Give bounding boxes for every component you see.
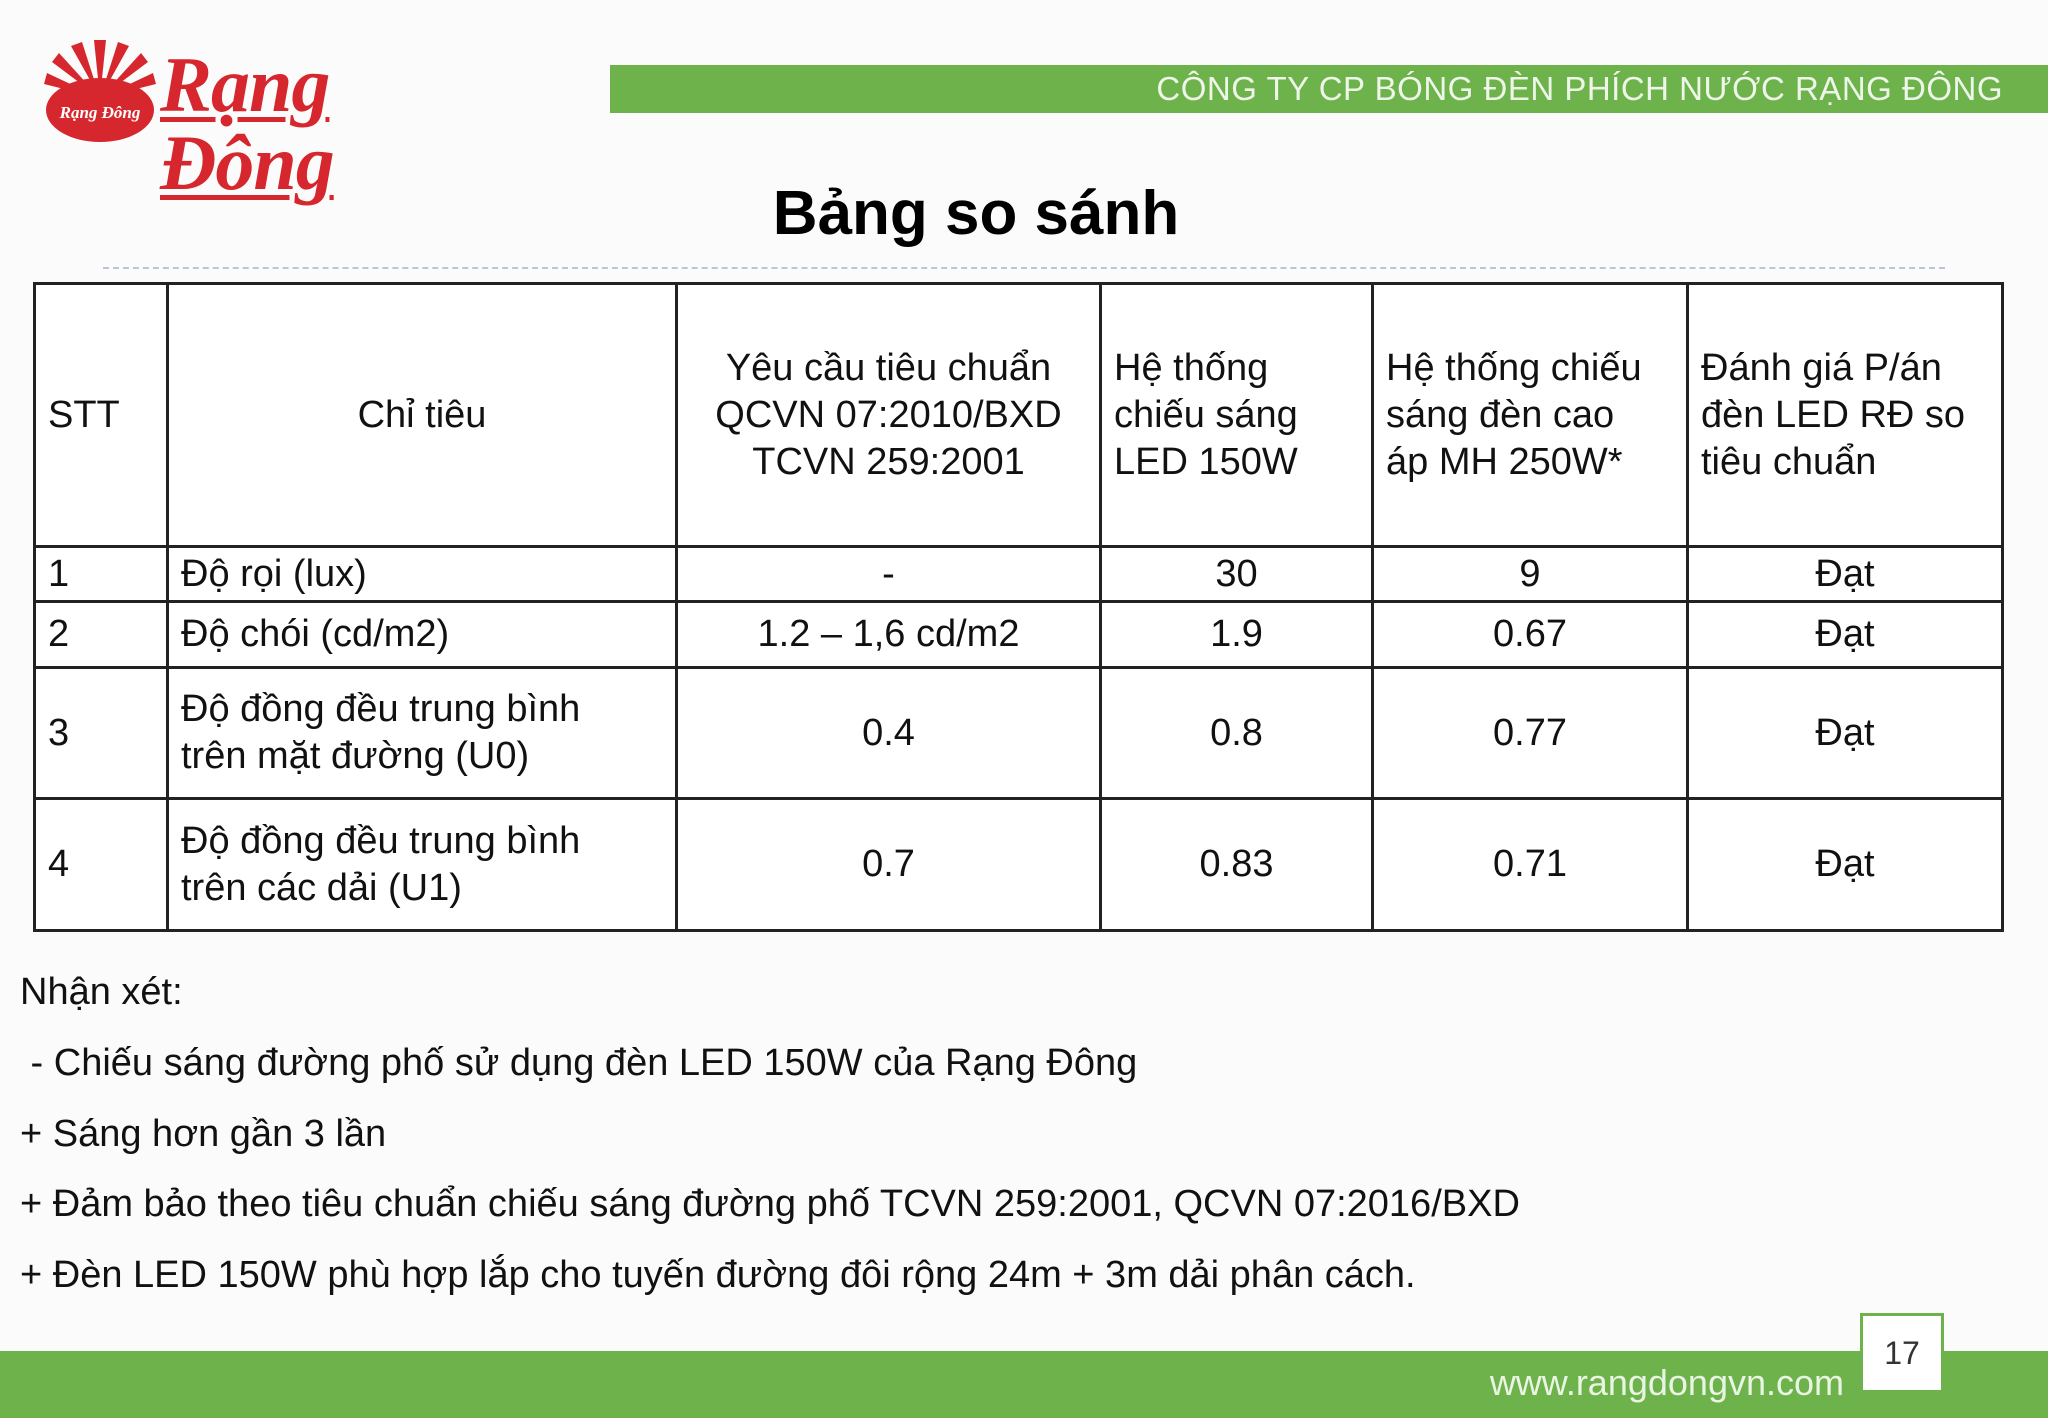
cell-danh-gia: Đạt	[1688, 602, 2003, 668]
table-header-row	[35, 284, 2003, 547]
cell-mh: 0.71	[1373, 799, 1688, 931]
cell-yeu-cau: -	[677, 547, 1101, 602]
header-yeu-cau: Yêu cầu tiêu chuẩn QCVN 07:2010/BXD TCVN 259:2001	[677, 284, 1101, 547]
header-chi-tieu: Chỉ tiêu	[168, 284, 677, 547]
cell-mh: 9	[1373, 547, 1688, 602]
emblem-text: Rạng Đông	[59, 103, 141, 122]
cell-chi-tieu: Độ chói (cd/m2)	[168, 602, 677, 668]
cell-mh: 0.77	[1373, 668, 1688, 799]
comparison-table	[33, 282, 2004, 932]
table-row	[35, 602, 2003, 668]
cell-led: 0.8	[1101, 668, 1373, 799]
cell-led: 0.83	[1101, 799, 1373, 931]
cell-yeu-cau: 1.2 – 1,6 cd/m2	[677, 602, 1101, 668]
cell-stt: 4	[35, 799, 168, 931]
title-divider	[103, 267, 1945, 269]
table-row	[35, 668, 2003, 799]
cell-danh-gia: Đạt	[1688, 668, 2003, 799]
table-row	[35, 799, 2003, 931]
note-line: + Đèn LED 150W phù hợp lắp cho tuyến đường đôi rộng 24m + 3m dải phân cách.	[20, 1254, 1416, 1296]
cell-yeu-cau: 0.7	[677, 799, 1101, 931]
header-danh-gia: Đánh giá P/án đèn LED RĐ so tiêu chuẩn	[1688, 284, 2003, 547]
table-row	[35, 547, 2003, 602]
company-name: CÔNG TY CP BÓNG ĐÈN PHÍCH NƯỚC RẠNG ĐÔNG	[1156, 70, 2003, 107]
note-line: + Sáng hơn gần 3 lần	[20, 1113, 387, 1155]
cell-yeu-cau: 0.4	[677, 668, 1101, 799]
header-band	[610, 65, 2048, 113]
header-stt: STT	[35, 284, 168, 547]
cell-stt: 2	[35, 602, 168, 668]
logo-wordmark: Rạng Đông	[160, 41, 334, 206]
cell-chi-tieu: Độ đồng đều trung bình trên mặt đường (U0)	[168, 668, 677, 799]
header-led: Hệ thống chiếu sáng LED 150W	[1101, 284, 1373, 547]
note-line: - Chiếu sáng đường phố sử dụng đèn LED 150W của Rạng Đông	[20, 1042, 1138, 1084]
note-line: + Đảm bảo theo tiêu chuẩn chiếu sáng đường phố TCVN 259:2001, QCVN 07:2016/BXD	[20, 1183, 1520, 1225]
cell-led: 1.9	[1101, 602, 1373, 668]
cell-chi-tieu: Độ rọi (lux)	[168, 547, 677, 602]
cell-stt: 1	[35, 547, 168, 602]
notes-heading: Nhận xét:	[20, 971, 183, 1013]
company-logo	[44, 40, 504, 206]
cell-led: 30	[1101, 547, 1373, 602]
page-number: 17	[1860, 1313, 1944, 1393]
page-title: Bảng so sánh	[772, 179, 1180, 248]
cell-stt: 3	[35, 668, 168, 799]
header-mh: Hệ thống chiếu sáng đèn cao áp MH 250W*	[1373, 284, 1688, 547]
cell-chi-tieu: Độ đồng đều trung bình trên các dải (U1)	[168, 799, 677, 931]
cell-danh-gia: Đạt	[1688, 799, 2003, 931]
website-link[interactable]: www.rangdongvn.com	[1489, 1362, 1844, 1403]
sunburst-emblem-icon	[44, 40, 156, 150]
cell-mh: 0.67	[1373, 602, 1688, 668]
cell-danh-gia: Đạt	[1688, 547, 2003, 602]
